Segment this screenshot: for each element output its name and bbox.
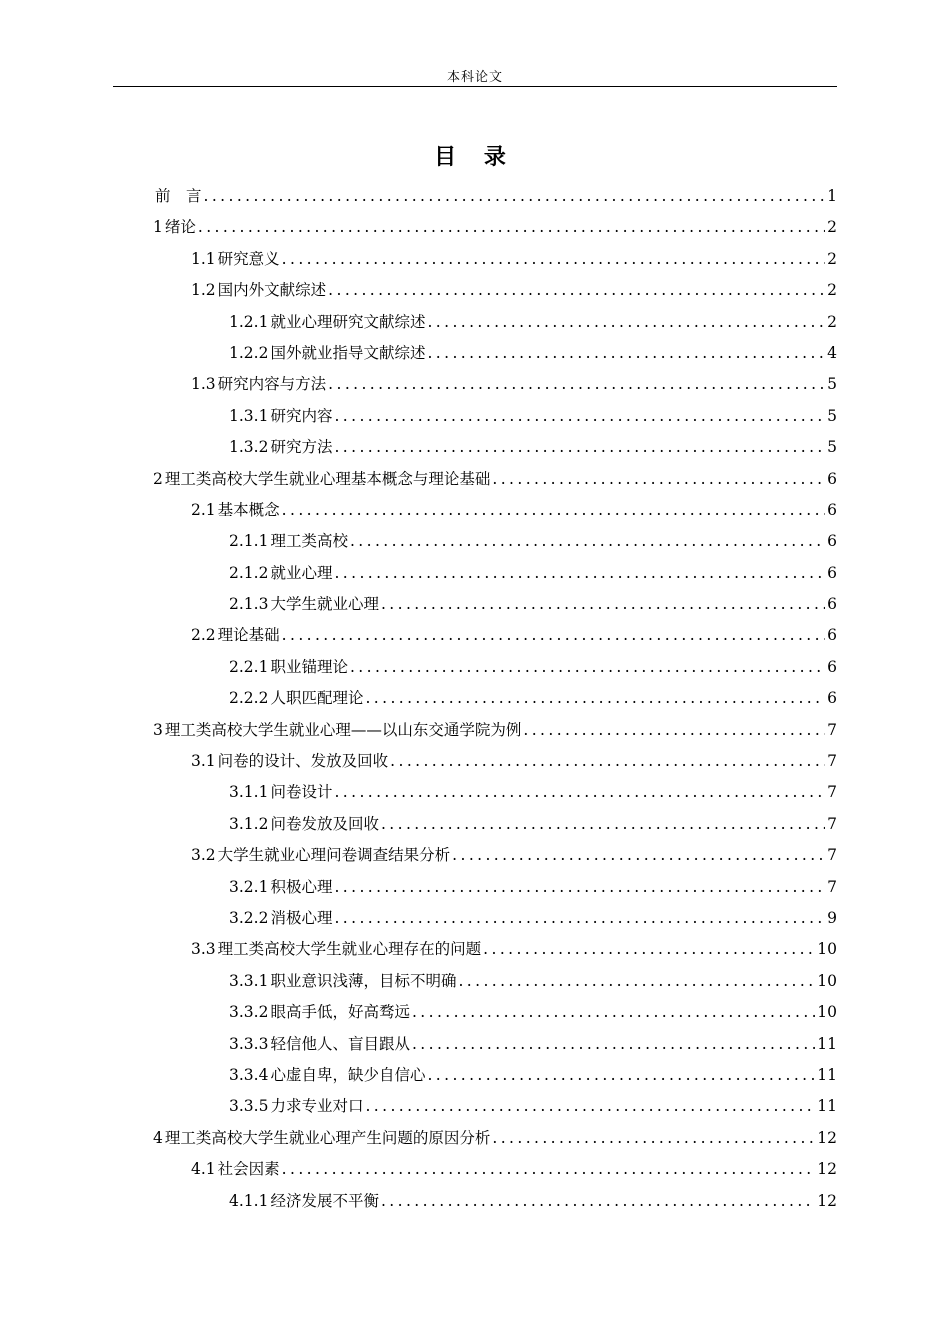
toc-entry-page: 6: [827, 689, 837, 708]
toc-entry-title: 积极心理: [270, 877, 333, 896]
toc-entry-number: 2.2.1: [229, 657, 269, 676]
toc-entry-number: 3.2: [191, 846, 216, 865]
toc-leader-dots: [334, 872, 825, 903]
toc-entry-page: 4: [827, 343, 837, 362]
toc-entry-number: 1.3: [191, 375, 216, 394]
toc-entry[interactable]: [153, 683, 837, 714]
toc-entry-title: 眼高手低，好高骛远: [270, 1003, 410, 1022]
toc-leader-dots: [365, 683, 825, 714]
toc-entry-page: 6: [827, 469, 837, 488]
toc-entry[interactable]: [153, 464, 837, 495]
toc-leader-dots: [427, 307, 825, 338]
toc-entry-number: 2: [153, 469, 163, 488]
toc-entry[interactable]: [153, 401, 837, 432]
toc-entry-page: 5: [827, 406, 837, 425]
toc-entry-number: 3.3.4: [229, 1065, 269, 1084]
toc-entry-title: 理工类高校大学生就业心理存在的问题: [217, 940, 482, 959]
toc-entry-number: 1.3.2: [229, 438, 269, 457]
toc-entry-title: 职业意识浅薄，目标不明确: [270, 971, 457, 990]
toc-entry[interactable]: [153, 244, 837, 275]
toc-entry-page: 7: [827, 783, 837, 802]
toc-entry-title: 心虚自卑，缺少自信心: [270, 1065, 426, 1084]
toc-leader-dots: [282, 1154, 816, 1185]
toc-entry-title: 轻信他人、盲目跟从: [270, 1034, 410, 1053]
toc-entry-page: 2: [827, 281, 837, 300]
toc-entry-page: 7: [827, 752, 837, 771]
toc-entry-page: 11: [817, 1097, 837, 1116]
toc-entry-page: 12: [817, 1128, 837, 1147]
toc-leader-dots: [381, 809, 825, 840]
toc-entry-page: 6: [827, 532, 837, 551]
toc-entry-number: 3: [153, 720, 163, 739]
toc-entry-title: 绪论: [164, 218, 196, 237]
toc-entry-title: 理工类高校大学生就业心理——以山东交通学院为例: [164, 720, 522, 739]
toc-entry[interactable]: [153, 934, 837, 965]
toc-entry-title: 理论基础: [217, 626, 280, 645]
toc-entry[interactable]: [153, 872, 837, 903]
toc-entry[interactable]: [153, 589, 837, 620]
toc-entry-title: 研究内容与方法: [217, 375, 327, 394]
toc-entry-number: 3.3.3: [229, 1034, 269, 1053]
toc-entry[interactable]: [153, 997, 837, 1028]
toc-entry-number: 1: [153, 218, 163, 237]
toc-entry[interactable]: [153, 809, 837, 840]
toc-entry-number: 3.2.2: [229, 908, 269, 927]
toc-entry-page: 5: [827, 438, 837, 457]
toc-entry-page: 10: [817, 971, 837, 990]
toc-leader-dots: [412, 1029, 815, 1060]
toc-leader-dots: [282, 244, 825, 275]
toc-entry-number: 2.2: [191, 626, 216, 645]
toc-entry[interactable]: [153, 966, 837, 997]
toc-entry-title: 经济发展不平衡: [270, 1191, 379, 1210]
toc-leader-dots: [334, 432, 825, 463]
toc-entry-page: 10: [817, 940, 837, 959]
page-header: [113, 64, 837, 87]
toc-entry-number: 3.1.2: [229, 814, 269, 833]
toc-leader-dots: [282, 620, 825, 651]
toc-entry-page: 5: [827, 375, 837, 394]
toc-entry-page: 12: [817, 1160, 837, 1179]
toc-leader-dots: [523, 715, 825, 746]
toc-entry[interactable]: [153, 495, 837, 526]
toc-leader-dots: [204, 181, 826, 212]
toc-entry-title: 问卷设计: [270, 783, 333, 802]
toc-entry-number: 4.1.1: [229, 1191, 269, 1210]
toc-entry-page: 2: [827, 218, 837, 237]
toc-entry-page: 6: [827, 626, 837, 645]
toc-entry-number: 3.3.2: [229, 1003, 269, 1022]
toc-entry-number: 3.3.5: [229, 1097, 269, 1116]
toc-leader-dots: [334, 903, 825, 934]
toc-entry-number: 2.1.3: [229, 595, 269, 614]
toc-entry-title: 基本概念: [217, 500, 280, 519]
toc-leader-dots: [483, 934, 815, 965]
toc-entry-title: 研究方法: [270, 438, 333, 457]
toc-entry-title: 社会因素: [217, 1160, 280, 1179]
toc-entry-page: 2: [827, 312, 837, 331]
toc-entry-title: 就业心理: [270, 563, 333, 582]
toc-entry-number: 3.2.1: [229, 877, 269, 896]
toc-entry-page: 6: [827, 657, 837, 676]
toc-entry[interactable]: [153, 1123, 837, 1154]
toc-entry-number: 3.3: [191, 940, 216, 959]
toc-entry-title: 力求专业对口: [270, 1097, 364, 1116]
toc-leader-dots: [381, 589, 825, 620]
toc-entry-number: 2.1: [191, 500, 216, 519]
toc-entry-title: 理工类高校: [270, 532, 348, 551]
toc-leader-dots: [350, 652, 825, 683]
toc-entry[interactable]: [153, 715, 837, 746]
toc-leader-dots: [412, 997, 815, 1028]
toc-leader-dots: [381, 1186, 815, 1217]
toc-entry[interactable]: [153, 1060, 837, 1091]
toc-entry-number: 1.2.2: [229, 343, 269, 362]
toc-leader-dots: [452, 840, 825, 871]
toc-leader-dots: [390, 746, 825, 777]
toc-entry-title: 研究内容: [270, 406, 333, 425]
toc-entry-number: 4: [153, 1128, 163, 1147]
toc-title: 目 录: [434, 145, 516, 170]
toc-leader-dots: [350, 526, 825, 557]
toc-leader-dots: [458, 966, 815, 997]
toc-entry[interactable]: [153, 746, 837, 777]
toc-entry[interactable]: [153, 903, 837, 934]
toc-entry[interactable]: [153, 307, 837, 338]
toc-entry[interactable]: [153, 1186, 837, 1217]
toc-leader-dots: [328, 275, 825, 306]
toc-entry-title: 消极心理: [270, 908, 333, 927]
toc-entry[interactable]: [153, 777, 837, 808]
toc-entry-number: 3.1.1: [229, 783, 269, 802]
toc-entry-title: 研究意义: [217, 249, 280, 268]
toc-entry-title: 就业心理研究文献综述: [270, 312, 426, 331]
toc-entry-number: 1.2.1: [229, 312, 269, 331]
toc-entry-page: 7: [827, 877, 837, 896]
toc-leader-dots: [282, 495, 825, 526]
toc-entry[interactable]: [153, 558, 837, 589]
toc-entry-title: 大学生就业心理问卷调查结果分析: [217, 846, 451, 865]
toc-entry-title: 理工类高校大学生就业心理产生问题的原因分析: [164, 1128, 491, 1147]
toc-entry[interactable]: [153, 620, 837, 651]
toc-entry-number: 2.1.1: [229, 532, 269, 551]
toc-entry-page: 6: [827, 595, 837, 614]
toc-entry[interactable]: [153, 526, 837, 557]
toc-leader-dots: [198, 212, 825, 243]
toc-entry[interactable]: [153, 369, 837, 400]
toc-entry-title: 人职匹配理论: [270, 689, 364, 708]
toc-entry-title: 职业锚理论: [270, 657, 348, 676]
toc-entry-page: 6: [827, 563, 837, 582]
toc-leader-dots: [427, 1060, 815, 1091]
toc-entry-page: 9: [827, 908, 837, 927]
toc-entry[interactable]: [153, 338, 837, 369]
toc-entry-number: 1.2: [191, 281, 216, 300]
toc-leader-dots: [334, 401, 825, 432]
toc-leader-dots: [334, 777, 825, 808]
toc-entry[interactable]: [153, 1091, 837, 1122]
toc-entry[interactable]: [153, 840, 837, 871]
toc-leader-dots: [427, 338, 825, 369]
toc-entry-number: 1.1: [191, 249, 216, 268]
toc-entry-number: 4.1: [191, 1160, 216, 1179]
toc-entry-title: 问卷的设计、发放及回收: [217, 752, 389, 771]
toc-entry-number: 2.1.2: [229, 563, 269, 582]
toc-entry-page: 7: [827, 720, 837, 739]
toc-entry[interactable]: [153, 652, 837, 683]
toc-entry-page: 7: [827, 846, 837, 865]
toc-leader-dots: [365, 1091, 815, 1122]
header-text: 本科论文: [446, 70, 503, 85]
toc-entry-page: 12: [817, 1191, 837, 1210]
toc-entry-page: 2: [827, 249, 837, 268]
toc-entry-title: 国内外文献综述: [217, 281, 327, 300]
table-of-contents: [153, 181, 837, 1217]
toc-leader-dots: [334, 558, 825, 589]
toc-entry-title: 国外就业指导文献综述: [270, 343, 426, 362]
toc-entry-number: 3.1: [191, 752, 216, 771]
toc-entry-title: 问卷发放及回收: [270, 814, 379, 833]
toc-entry[interactable]: [153, 212, 837, 243]
toc-entry[interactable]: [153, 1154, 837, 1185]
toc-entry[interactable]: [153, 1029, 837, 1060]
toc-entry-page: 11: [817, 1034, 837, 1053]
toc-leader-dots: [328, 369, 825, 400]
toc-entry[interactable]: [153, 432, 837, 463]
toc-entry-number: 3.3.1: [229, 971, 269, 990]
toc-entry-title: 理工类高校大学生就业心理基本概念与理论基础: [164, 469, 491, 488]
toc-entry-page: 6: [827, 500, 837, 519]
toc-entry-title: 前 言: [155, 187, 202, 205]
toc-leader-dots: [492, 1123, 815, 1154]
toc-entry-number: 1.3.1: [229, 406, 269, 425]
toc-leader-dots: [492, 464, 825, 495]
toc-entry[interactable]: [153, 275, 837, 306]
toc-entry-page: 10: [817, 1003, 837, 1022]
toc-entry-page: 11: [817, 1065, 837, 1084]
toc-entry-title: 大学生就业心理: [270, 595, 379, 614]
toc-entry-number: 2.2.2: [229, 689, 269, 708]
toc-entry[interactable]: [153, 181, 837, 212]
toc-entry-page: 7: [827, 814, 837, 833]
toc-entry-page: 1: [827, 187, 837, 205]
